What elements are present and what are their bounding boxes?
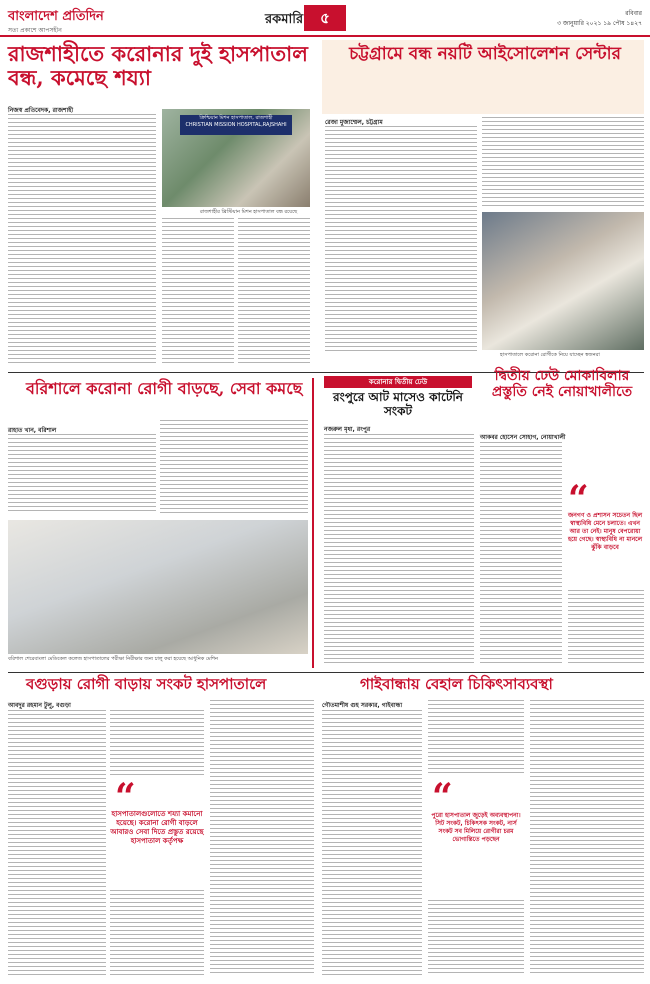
story4-headline: রংপুরে আট মাসেও কাটেনি সংকট bbox=[333, 390, 463, 418]
logo-tagline: সত্য প্রকাশে আপসহীন bbox=[8, 27, 62, 34]
story2-body-col1 bbox=[325, 126, 477, 354]
newspaper-logo bbox=[8, 10, 104, 38]
page-number-badge: ৫ bbox=[304, 5, 346, 31]
story1-body-col1 bbox=[8, 114, 156, 366]
story6-headline: বগুড়ায় রোগী বাড়ায় সংকট হাসপাতালে bbox=[26, 675, 267, 693]
story7-headline: গাইবান্ধায় বেহাল চিকিৎসাব্যবস্থা bbox=[360, 675, 553, 693]
sign-text-en: CHRISTIAN MISSION HOSPITAL,RAJSHAHI bbox=[185, 122, 287, 128]
story2-byline: রেজা মুজাম্মেল, চট্টগ্রাম bbox=[325, 119, 383, 126]
story2-body-col2 bbox=[482, 117, 644, 207]
story7-body-col2-top bbox=[428, 700, 524, 776]
story7-body-col2-bottom bbox=[428, 900, 524, 976]
story3-body-col2 bbox=[160, 420, 308, 516]
story5-headline: দ্বিতীয় ঢেউ মোকাবিলার প্রস্তুতি নেই নোয়াখালীতে bbox=[491, 368, 633, 401]
story3-photo bbox=[8, 520, 308, 654]
story1-headline: রাজশাহীতে করোনার দুই হাসপাতাল বন্ধ, কমেছে শয্যা bbox=[8, 41, 308, 91]
logo-text: বাংলাদেশ প্রতিদিন bbox=[8, 9, 104, 24]
story4-byline: নজরুল মৃধা, রংপুর bbox=[324, 426, 371, 433]
story3-byline: রাহাত খান, বরিশাল bbox=[8, 427, 57, 434]
section-title: রকমারি bbox=[265, 12, 304, 27]
story5-quote-mark: “ bbox=[568, 478, 589, 520]
story7-body-col3 bbox=[530, 700, 644, 976]
story5-body-col2 bbox=[568, 590, 644, 666]
story5-body-col1 bbox=[480, 442, 562, 666]
story2-caption: হাসপাতালে করোনা রোগীকে নিয়ে যাচ্ছেন স্বজনরা bbox=[500, 352, 600, 358]
story6-body-col1 bbox=[8, 710, 106, 976]
story7-body-col1 bbox=[322, 710, 422, 976]
story5-pull-quote: জনগণ ও প্রশাসন সচেতন ছিল স্বাস্থ্যবিধি মেনে চলাতে। এখন আর তা নেই। মানুষ বেপরোয়া হয়ে গেছে। স্বাস্থ্যবিধি না মানলে ঝুঁকি বাড়বে bbox=[567, 512, 643, 551]
story6-byline: আবদুর রহমান টুলু, বগুড়া bbox=[8, 702, 71, 709]
story6-body-col2-top bbox=[110, 710, 204, 776]
story4-body bbox=[324, 434, 474, 666]
issue-date: ৩ জানুয়ারি ২০২১ ১৯ পৌষ ১৪২৭ bbox=[557, 20, 642, 27]
issue-day: রবিবার bbox=[625, 10, 642, 17]
masthead-rule bbox=[0, 35, 650, 37]
story4-kicker: করোনার দ্বিতীয় ঢেউ bbox=[324, 376, 472, 388]
story6-pull-quote: হাসপাতালগুলোতে শয্যা কমানো হয়েছে। করোনা রোগী বাড়লে আবারও সেবা দিতে প্রস্তুত রয়েছে হাসপাতাল কর্তৃপক্ষ bbox=[110, 810, 204, 845]
hospital-sign bbox=[180, 115, 292, 135]
story7-quote-mark: “ bbox=[432, 776, 453, 818]
story5-byline: আকবর হোসেন সোহাগ, নোয়াখালী bbox=[480, 434, 566, 441]
story6-quote-mark: “ bbox=[115, 776, 136, 818]
story2-headline: চট্টগ্রামে বন্ধ নয়টি আইসোলেশন সেন্টার bbox=[349, 44, 621, 64]
story3-headline: বরিশালে করোনা রোগী বাড়ছে, সেবা কমছে bbox=[26, 379, 303, 398]
sign-text-bn: ক্রিশ্চিয়ান মিশন হাসপাতাল, রাজশাহী bbox=[199, 115, 273, 121]
story7-byline: গৌতমাশীষ গুহ সরকার, গাইবান্ধা bbox=[322, 702, 403, 709]
story1-caption: রাজশাহীর খ্রিস্টিয়ান মিশন হাসপাতাল বন্ধ রয়েছে bbox=[200, 209, 298, 215]
story7-pull-quote: পুরো হাসপাতাল জুড়েই অব্যবস্থাপনা। সিট সংকট, চিকিৎসক সংকট, নার্স সংকট সব মিলিয়ে রোগীরা চরম ভোগান্তিতে পড়ছেন bbox=[431, 812, 521, 843]
story6-body-col3 bbox=[210, 700, 314, 976]
section-divider-2 bbox=[8, 672, 644, 673]
story3-caption: বরিশাল শেরেবাংলা মেডিকেল কলেজ হাসপাতালের পরীক্ষা নিরীক্ষার জন্য চালু করা হয়েছে আধুনিক মেশিন bbox=[8, 656, 218, 662]
story2-photo bbox=[482, 212, 644, 350]
story1-photo bbox=[162, 109, 310, 207]
story4-rule bbox=[312, 378, 314, 668]
story1-body-col2 bbox=[162, 218, 234, 366]
story1-byline: নিজস্ব প্রতিবেদক, রাজশাহী bbox=[8, 107, 74, 114]
story6-body-col2-bottom bbox=[110, 890, 204, 976]
story3-body-col1 bbox=[8, 434, 156, 514]
story1-body-col3 bbox=[238, 218, 310, 366]
